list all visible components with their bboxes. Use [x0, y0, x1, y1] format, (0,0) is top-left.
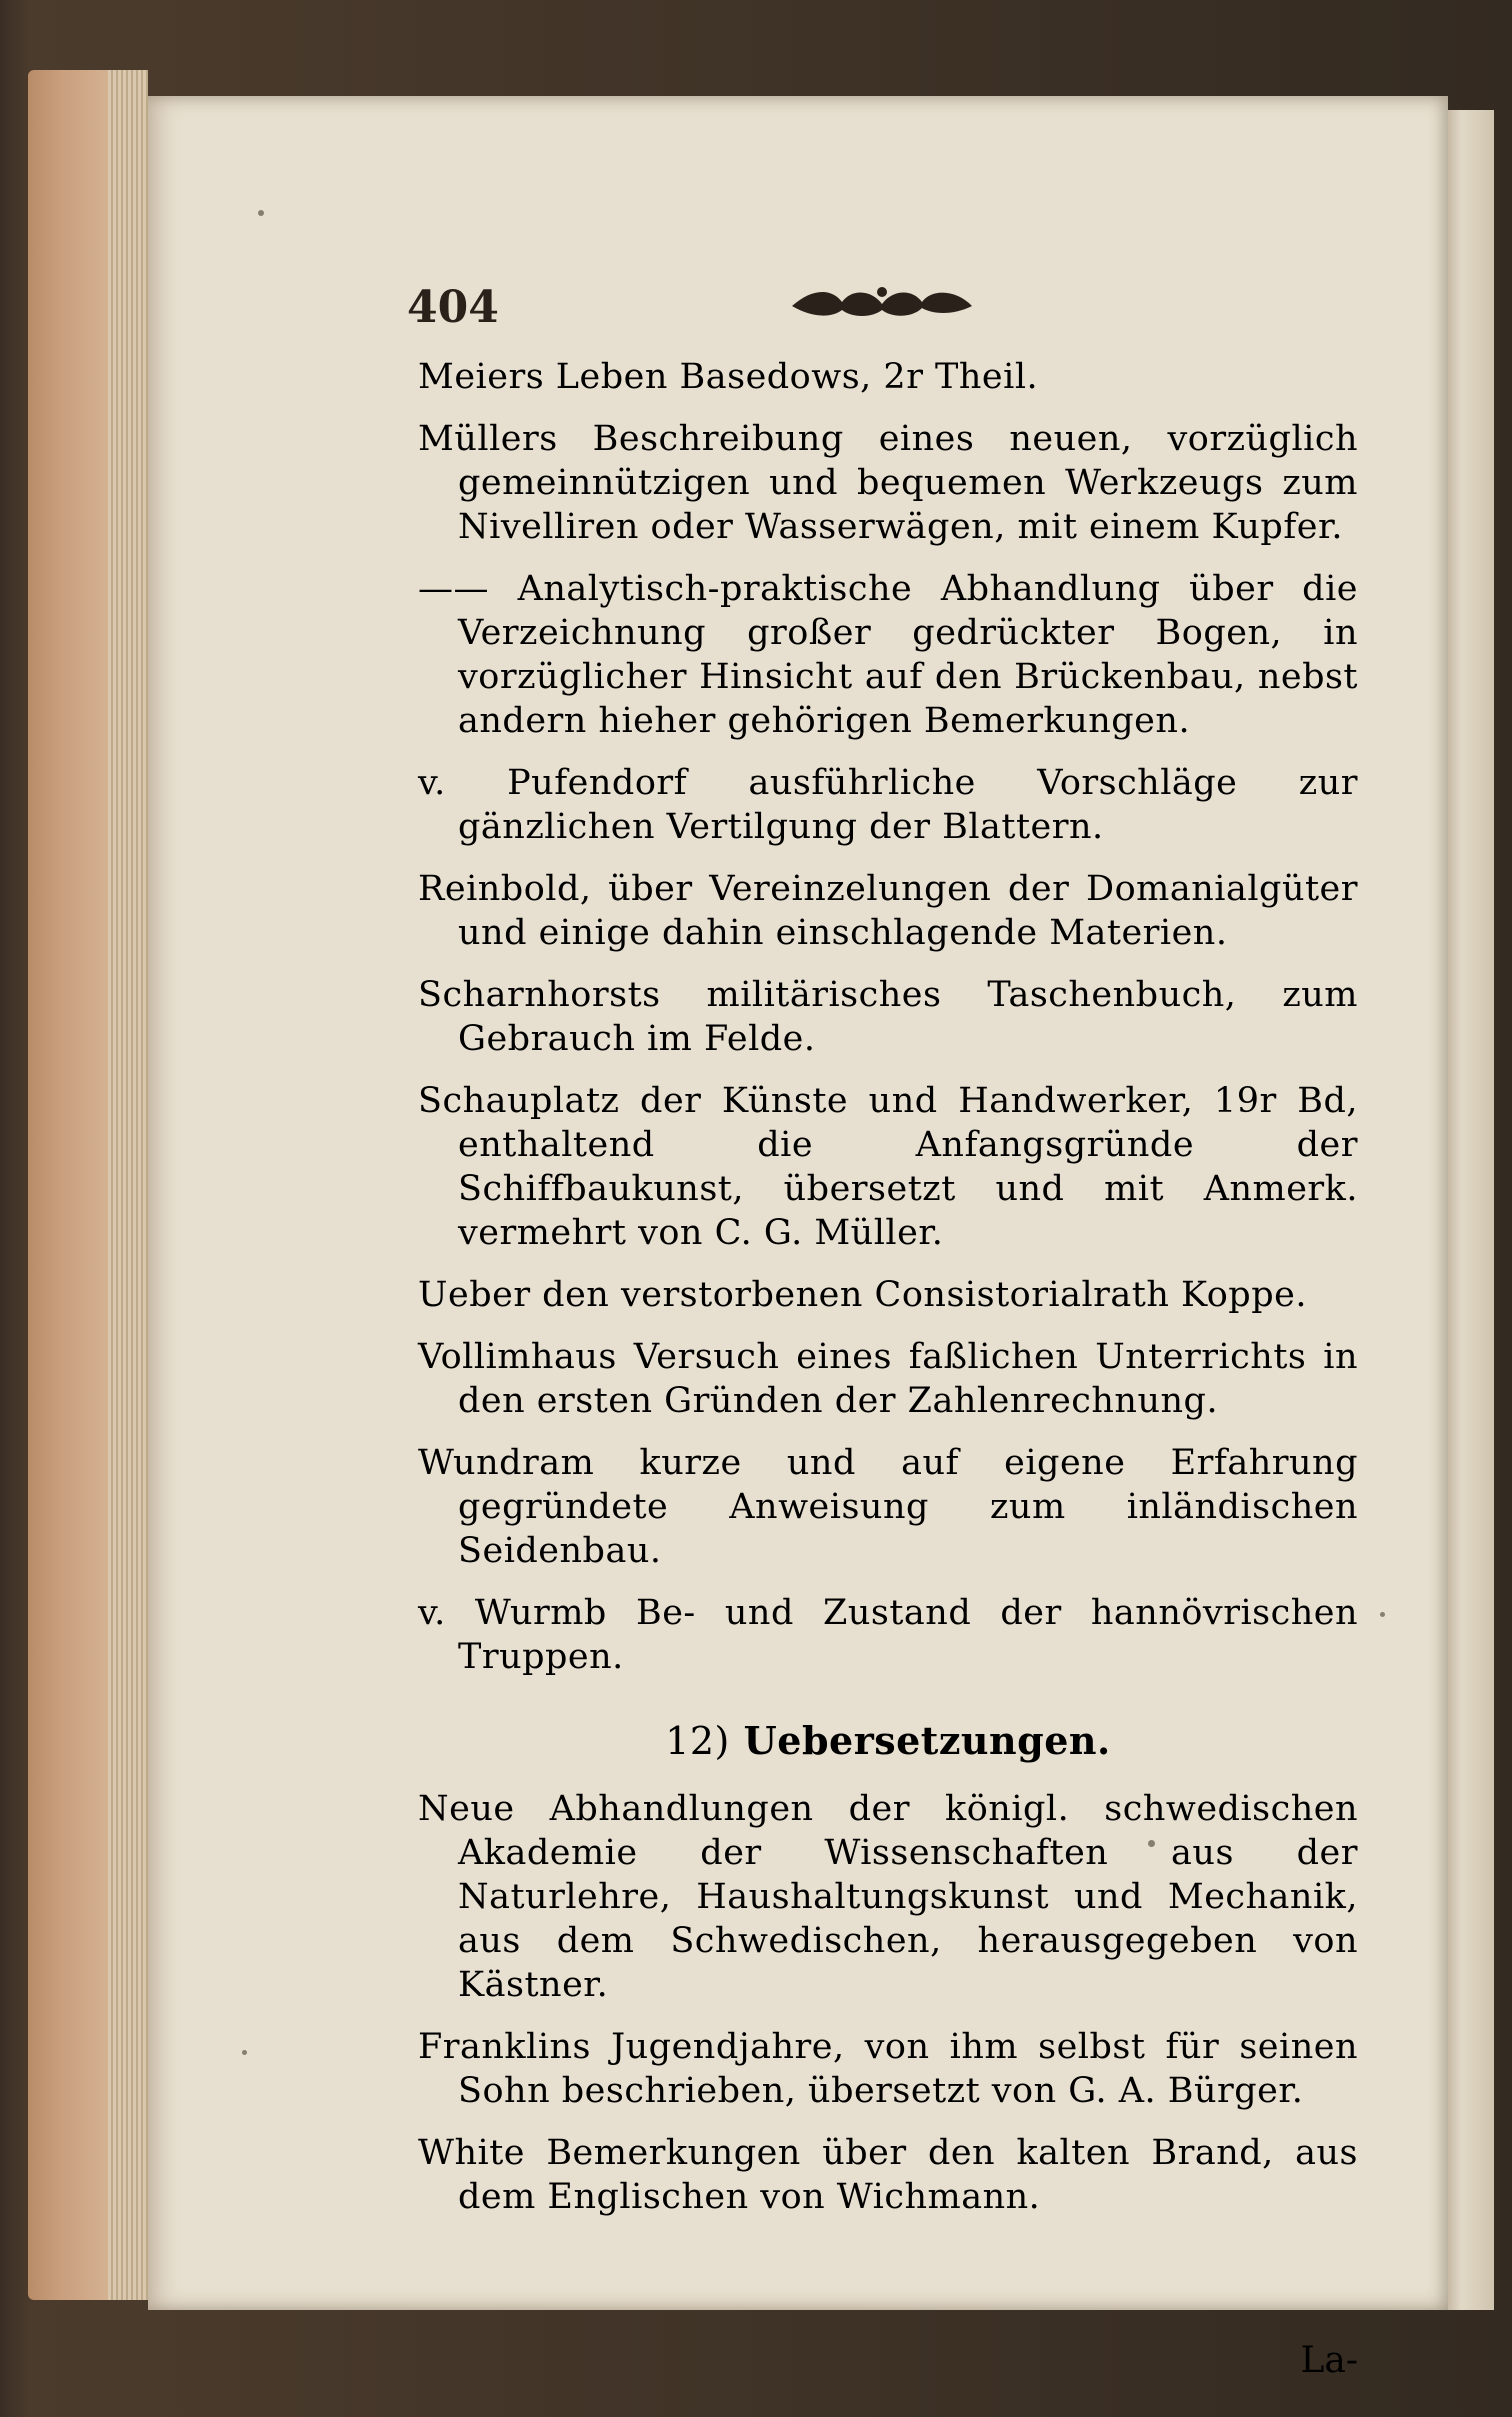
paper-speck: [258, 210, 264, 216]
list-item: Franklins Jugendjahre, von ihm selbst für seinen Sohn beschrieben, übersetzt von G. A. Bürger.: [418, 2027, 1358, 2111]
typographic-fleuron-icon: [782, 278, 982, 328]
paper-speck: [1380, 1612, 1385, 1617]
bibliography-list: [418, 355, 1358, 2381]
section-heading: [418, 1719, 1358, 1763]
catchword: La-: [1300, 2340, 1358, 2381]
list-item: Meiers Leben Basedows, 2r Theil.: [418, 357, 1039, 397]
right-page-edge: [1440, 110, 1494, 2310]
list-item: Scharnhorsts militärisches Taschenbuch, zum Gebrauch im Felde.: [418, 975, 1358, 1059]
page-edge-stripes: [108, 70, 148, 2300]
section-title: Uebersetzungen.: [743, 1718, 1111, 1763]
list-item: Vollimhaus Versuch eines faßlichen Unterrichts in den ersten Gründen der Zahlenrechnung.: [418, 1337, 1358, 1421]
paper-speck: [242, 2050, 247, 2055]
list-item: Schauplatz der Künste und Handwerker, 19r Bd, enthaltend die Anfangsgründe der Schiffbaukunst, übersetzt und mit Anmerk. vermehrt von C. G. Müller.: [418, 1081, 1358, 1253]
list-item: Reinbold, über Vereinzelungen der Domanialgüter und einige dahin einschlagende Materien.: [418, 869, 1358, 953]
section-number: 12): [665, 1719, 730, 1763]
page-number: 404: [407, 282, 499, 333]
list-item: v. Wurmb Be- und Zustand der hannövrischen Truppen.: [418, 1593, 1358, 1677]
list-item: Wundram kurze und auf eigene Erfahrung gegründete Anweisung zum inländischen Seidenbau.: [418, 1443, 1358, 1571]
list-item: Neue Abhandlungen der königl. schwedischen Akademie der Wissenschaften aus der Naturlehre, Haushaltungskunst und Mechanik, aus dem Schwedischen, herausgegeben von Kästner.: [418, 1789, 1358, 2005]
list-item: —— Analytisch-praktische Abhandlung über die Verzeichnung großer gedrückter Bogen, in vorzüglicher Hinsicht auf den Brückenbau, nebst andern hieher gehörigen Bemerkungen.: [418, 569, 1358, 741]
list-item: Ueber den verstorbenen Consistorialrath Koppe.: [418, 1275, 1307, 1315]
list-item: White Bemerkungen über den kalten Brand, aus dem Englischen von Wichmann.: [418, 2133, 1358, 2217]
list-item: v. Pufendorf ausführliche Vorschläge zur gänzlichen Vertilgung der Blattern.: [418, 763, 1358, 847]
left-page-edges: [28, 70, 148, 2300]
list-item: Müllers Beschreibung eines neuen, vorzüglich gemeinnützigen und bequemen Werkzeugs zum Nivelliren oder Wasserwägen, mit einem Kupfer.: [418, 419, 1358, 547]
page-header: [262, 270, 1352, 340]
